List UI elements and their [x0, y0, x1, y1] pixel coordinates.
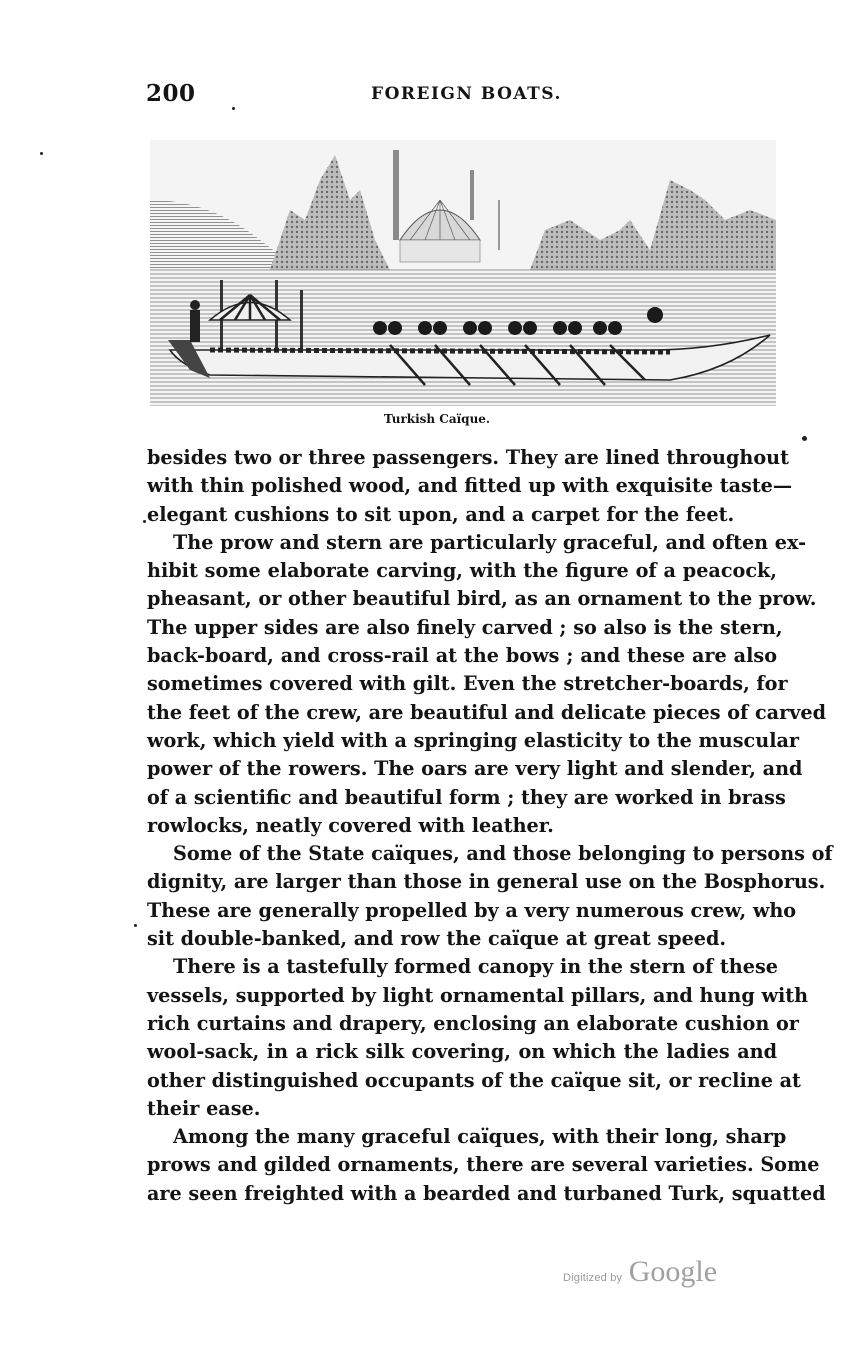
scan-speck — [802, 436, 807, 441]
text-line: rowlocks, neatly covered with leather. — [147, 813, 554, 837]
figure-engraving — [150, 140, 776, 406]
text-line: are seen freighted with a bearded and turbaned Turk, squatted — [147, 1181, 826, 1205]
text-line: The prow and stern are particularly graceful, and often ex- — [173, 530, 807, 554]
text-line: sit double-banked, and row the caïque at great speed. — [147, 927, 727, 951]
text-line: other distinguished occupants of the caïque sit, or recline at — [147, 1068, 801, 1092]
text-line: prows and gilded ornaments, there are several varieties. Some — [147, 1153, 820, 1177]
text-line: power of the rowers. The oars are very light and slender, and — [147, 757, 803, 781]
google-digitized-watermark — [563, 1255, 717, 1289]
text-line: work, which yield with a springing elasticity to the muscular — [147, 728, 800, 752]
text-line: of a scientific and beautiful form ; they are worked in brass — [147, 785, 786, 809]
text-line: dignity, are larger than those in general use on the Bosphorus. — [147, 870, 826, 894]
scan-speck — [134, 924, 137, 927]
text-line: There is a tastefully formed canopy in the stern of these — [173, 955, 778, 979]
text-line: elegant cushions to sit upon, and a carpet for the feet. — [147, 502, 735, 526]
scan-speck — [40, 152, 43, 155]
text-line: pheasant, or other beautiful bird, as an ornament to the prow. — [147, 587, 817, 611]
text-line: back-board, and cross-rail at the bows ; and these are also — [147, 644, 777, 668]
google-logo: Google — [628, 1255, 718, 1288]
text-line: wool-sack, in a rick silk covering, on which the ladies and — [147, 1040, 777, 1064]
body-text — [147, 444, 833, 1208]
page-number: 200 — [146, 80, 196, 107]
text-line: Among the many graceful caïques, with their long, sharp — [173, 1125, 787, 1149]
text-line: with thin polished wood, and fitted up with exquisite taste— — [147, 474, 793, 498]
text-line: These are generally propelled by a very numerous crew, who — [147, 898, 797, 922]
text-line: The upper sides are also finely carved ; so also is the stern, — [147, 615, 783, 639]
running-head: FOREIGN BOATS. — [371, 84, 562, 104]
text-line: Some of the State caïques, and those belonging to persons of — [173, 842, 833, 866]
text-line: vessels, supported by light ornamental pillars, and hung with — [147, 983, 809, 1007]
text-line: rich curtains and drapery, enclosing an elaborate cushion or — [147, 1011, 799, 1035]
watermark-prefix: Digitized by — [563, 1272, 623, 1284]
turkish-caique-illustration — [150, 140, 776, 406]
text-line: the feet of the crew, are beautiful and delicate pieces of carved — [147, 700, 826, 724]
text-line: besides two or three passengers. They are lined throughout — [147, 446, 789, 469]
text-line: hibit some elaborate carving, with the figure of a peacock, — [147, 559, 777, 583]
text-line: sometimes covered with gilt. Even the stretcher-boards, for — [147, 672, 788, 696]
text-line: their ease. — [147, 1096, 261, 1120]
scan-speck — [232, 107, 235, 110]
figure-caption: Turkish Caïque. — [383, 412, 491, 426]
scan-speck — [143, 520, 146, 523]
